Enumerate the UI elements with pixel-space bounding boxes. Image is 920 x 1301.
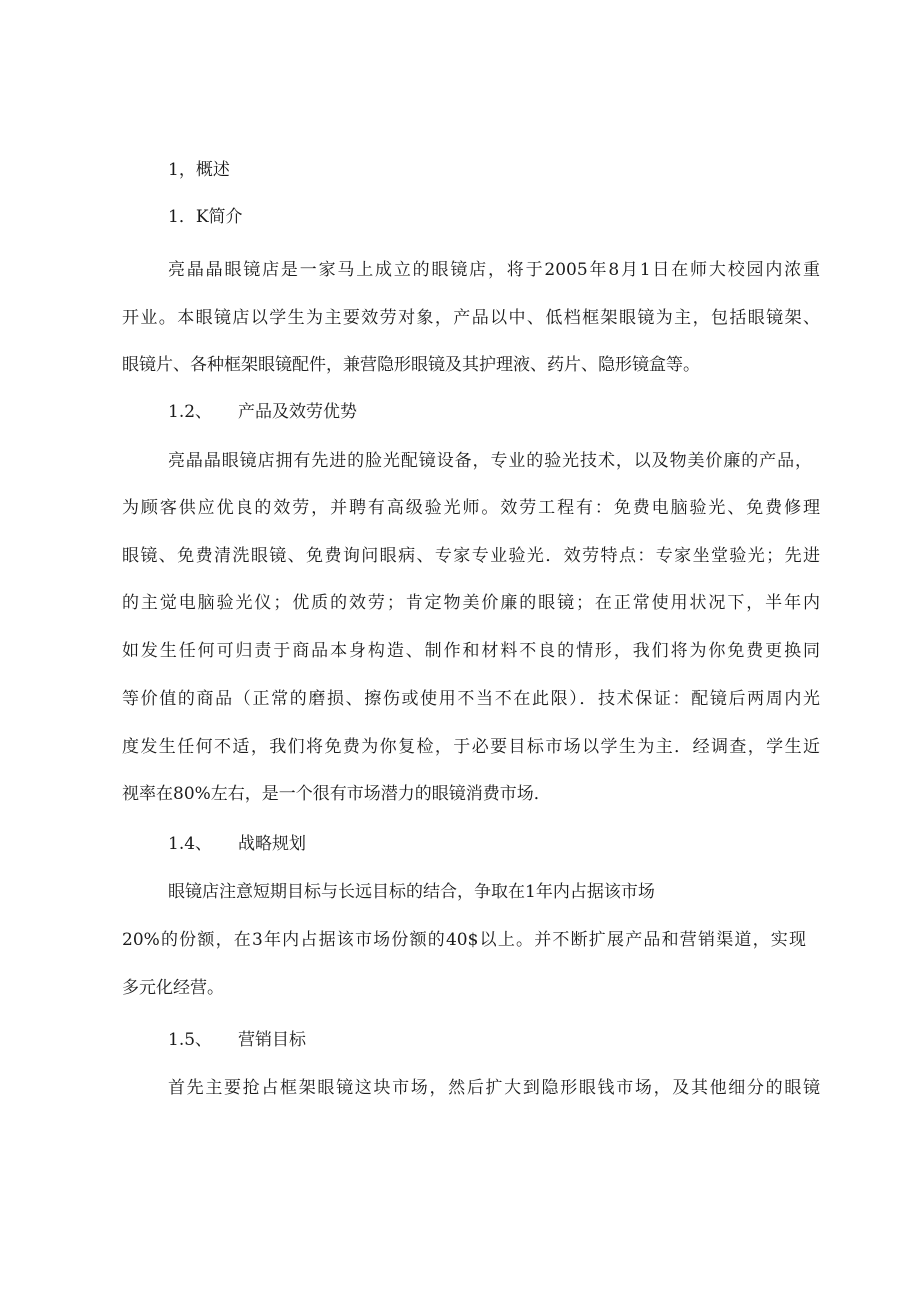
paragraph-line: 20%的份额，在3年内占据该市场份额的40$以上。并不断扩展产品和营销渠道，实现: [122, 930, 806, 950]
section-title: 战略规划: [238, 834, 307, 854]
section-number: 1.5、: [168, 1030, 213, 1050]
section-number: 1.4、: [168, 834, 213, 854]
section-number: 1.2、: [168, 402, 213, 422]
paragraph-line: 如发生任何可归责于商品本身构造、制作和材料不良的情形，我们将为你免费更换同: [122, 641, 820, 661]
paragraph-line: 眼镜店注意短期目标与长远目标的结合，争取在1年内占据该市场: [168, 882, 655, 902]
paragraph-line: 眼镜、免费清洗眼镜、免费询问眼病、专家专业验光．效劳特点：专家坐堂验光；先进: [122, 546, 820, 566]
section-heading-strategy: [168, 829, 306, 859]
paragraph-line: 度发生任何不适，我们将免费为你复检，于必要目标市场以学生为主．经调查，学生近: [122, 737, 820, 757]
section-heading-overview: 1，概述: [168, 160, 230, 180]
paragraph-line: 亮晶晶眼镜店拥有先进的脸光配镜设备，专业的验光技术，以及物美价廉的产品，: [168, 451, 812, 471]
section-heading-intro: 1．K简介: [168, 207, 243, 227]
paragraph-line: 为顾客供应优良的效劳，并聘有高级验光师。效劳工程有：免费电脑验光、免费修理: [122, 498, 820, 518]
paragraph-line: 多元化经营。: [122, 978, 224, 998]
paragraph-line: 眼镜片、各种框架眼镜配件，兼营隐形眼镜及其护理液、药片、隐形镜盒等。: [122, 355, 700, 375]
section-heading-advantages: [168, 397, 357, 427]
paragraph-line: 视率在80%左右，是一个很有市场潜力的眼镜消费市场．: [122, 784, 551, 804]
section-title: 营销目标: [238, 1030, 307, 1050]
paragraph-line: 首先主要抢占框架眼镜这块市场，然后扩大到隐形眼钱市场，及其他细分的眼镜: [168, 1078, 820, 1098]
paragraph-line: 的主觉电脑验光仪；优质的效劳；肯定物美价廉的眼镜；在正常使用状况下，半年内: [122, 593, 820, 613]
paragraph-line: 等价值的商品（正常的磨损、擦伤或使用不当不在此限）．技术保证：配镜后两周内光: [122, 689, 820, 709]
section-heading-marketing-goals: [168, 1025, 306, 1055]
paragraph-line: 亮晶晶眼镜店是一家马上成立的眼镜店，将于2005年8月1日在师大校园内浓重: [168, 260, 820, 280]
paragraph-line: 开业。本眼镜店以学生为主要效劳对象，产品以中、低档框架眼镜为主，包括眼镜架、: [122, 308, 820, 328]
section-title: 产品及效劳优势: [238, 402, 358, 422]
